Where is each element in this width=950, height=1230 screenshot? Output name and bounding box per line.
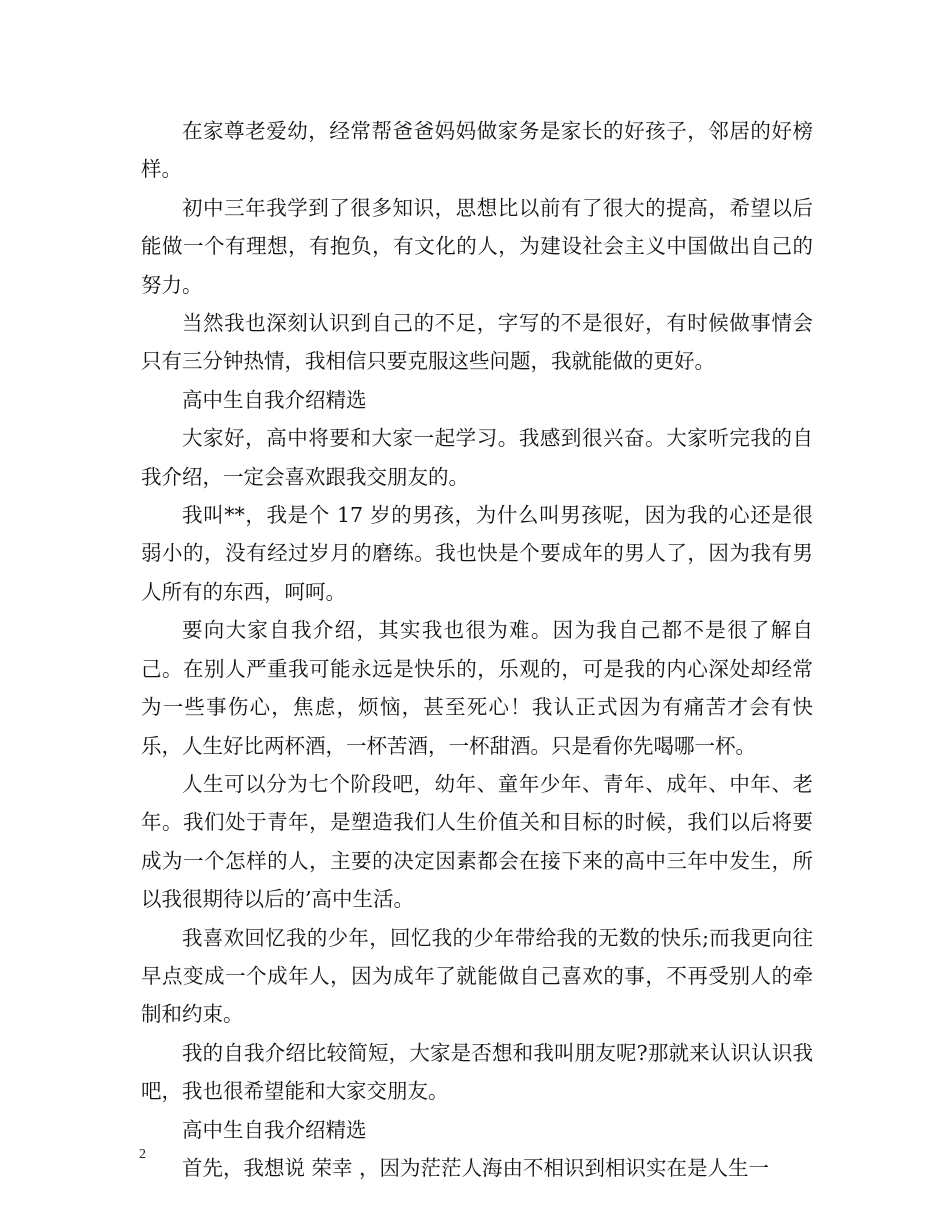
paragraph: 首先，我想说 荣幸 ，因为茫茫人海由不相识到相识实在是人生一 bbox=[182, 1155, 770, 1180]
paragraph: 当然我也深刻认识到自己的不足，字写的不是很好，有时候做事情会只有三分钟热情，我相信只要克服这些问题，我就能做的更好。 bbox=[141, 311, 813, 374]
paragraph: 人生可以分为七个阶段吧，幼年、童年少年、青年、成年、中年、老年。我们处于青年，是塑造我们人生价值关和目标的时候，我们以后将要成为一个怎样的人，主要的决定因素都会在接下来的高中三年中发生，所以我很期待以后的’高中生活。 bbox=[141, 771, 813, 912]
paragraph: 初中三年我学到了很多知识，思想比以前有了很大的提高，希望以后能做一个有理想，有抱负，有文化的人，为建设社会主义中国做出自己的努力。 bbox=[141, 195, 813, 297]
section-heading: 高中生自我介绍精选 bbox=[182, 387, 367, 412]
document-body bbox=[141, 112, 813, 1187]
paragraph: 要向大家自我介绍，其实我也很为难。因为我自己都不是很了解自己。在别人严重我可能永远是快乐的，乐观的，可是我的内心深处却经常为一些事伤心，焦虑，烦恼，甚至死心！我认正式因为有痛苦才会有快乐，人生好比两杯酒，一杯苦酒，一杯甜酒。只是看你先喝哪一杯。 bbox=[141, 618, 813, 758]
paragraph: 我的自我介绍比较简短，大家是否想和我叫朋友呢?那就来认识认识我吧，我也很希望能和大家交朋友。 bbox=[141, 1040, 813, 1104]
paragraph: 我叫**，我是个 17 岁的男孩，为什么叫男孩呢，因为我的心还是很弱小的，没有经过岁月的磨练。我也快是个要成年的男人了，因为我有男人所有的东西，呵呵。 bbox=[141, 503, 813, 604]
paragraph: 在家尊老爱幼，经常帮爸爸妈妈做家务是家长的好孩子，邻居的好榜样。 bbox=[141, 119, 813, 182]
page-number: 2 bbox=[139, 1147, 146, 1162]
paragraph: 大家好，高中将要和大家一起学习。我感到很兴奋。大家听完我的自我介绍，一定会喜欢跟我交朋友的。 bbox=[141, 426, 813, 489]
section-heading: 高中生自我介绍精选 bbox=[182, 1117, 367, 1142]
paragraph: 我喜欢回忆我的少年，回忆我的少年带给我的无数的快乐;而我更向往早点变成一个成年人，因为成年了就能做自己喜欢的事，不再受别人的牵制和约束。 bbox=[141, 925, 813, 1027]
